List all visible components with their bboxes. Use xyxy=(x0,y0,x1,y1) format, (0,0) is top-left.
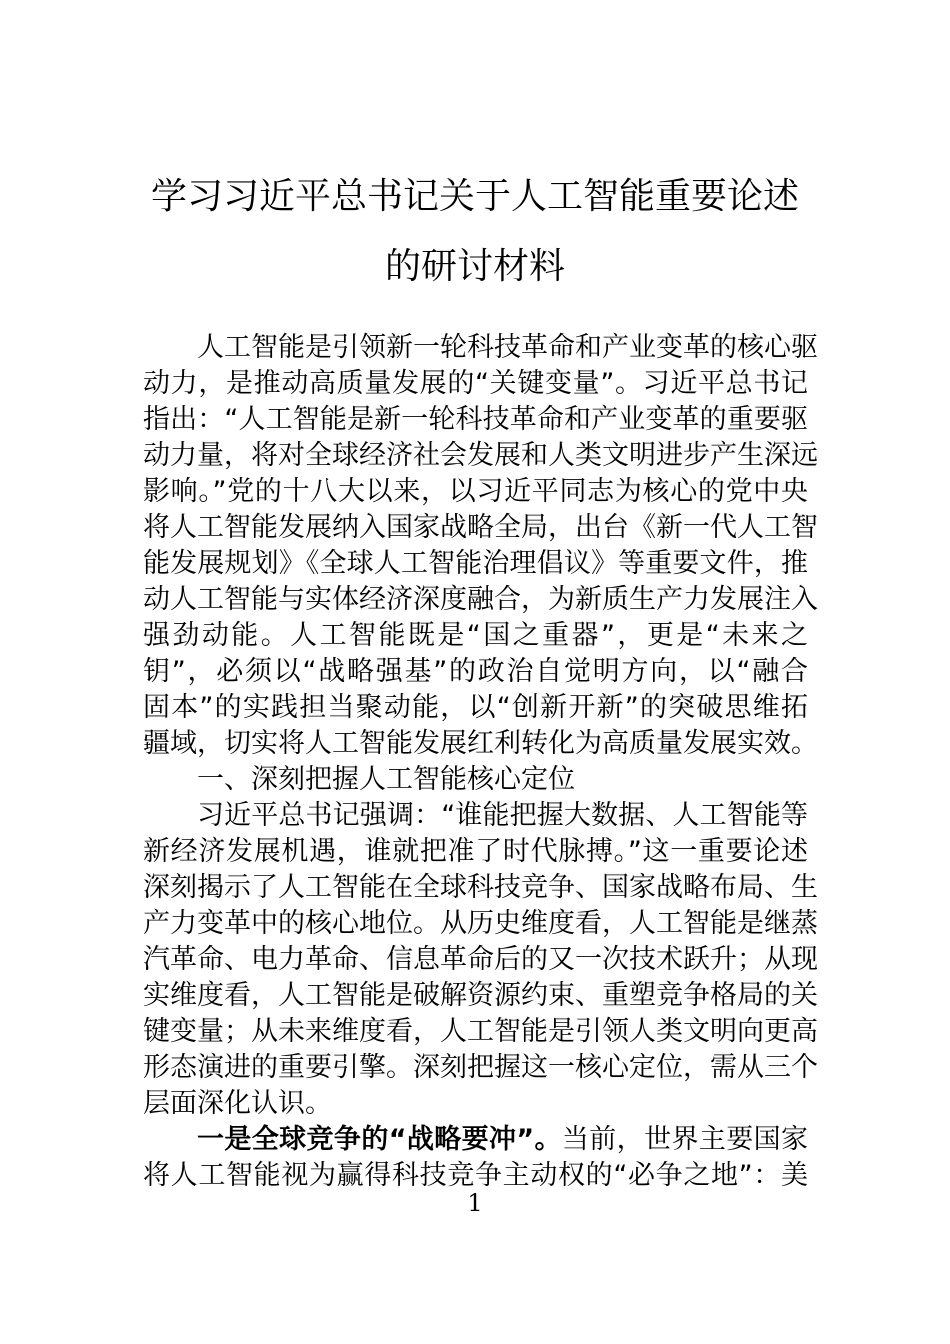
paragraph-2-line: 新经济发展机遇，谁就把准了时代脉搏。”这一重要论述 xyxy=(143,836,808,867)
paragraph-1-line: 动人工智能与实体经济深度融合，为新质生产力发展注入 xyxy=(143,584,818,615)
paragraph-2-line: 键变量；从未来维度看，人工智能是引领人类文明向更高 xyxy=(143,1016,818,1047)
document-body xyxy=(143,330,818,1194)
paragraph-2-line: 习近平总书记强调：“谁能把握大数据、人工智能等 xyxy=(197,800,808,831)
paragraph-1-line: 强劲动能。人工智能既是“国之重器”，更是“未来之 xyxy=(143,620,808,651)
document-title-line-2: 的研讨材料 xyxy=(384,246,565,287)
paragraph-1-line: 指出：“人工智能是新一轮科技革命和产业变革的重要驱 xyxy=(143,404,808,435)
paragraph-2-line: 产力变革中的核心地位。从历史维度看，人工智能是继蒸 xyxy=(143,908,818,939)
paragraph-3-line: 将人工智能视为赢得科技竞争主动权的“必争之地”：美 xyxy=(143,1160,808,1191)
paragraph-1-line: 影响。”党的十八大以来，以习近平同志为核心的党中央 xyxy=(143,476,808,507)
paragraph-2-line: 汽革命、电力革命、信息革命后的又一次技术跃升；从现 xyxy=(143,944,818,975)
page-number: 1 xyxy=(467,1189,483,1217)
paragraph-3-line xyxy=(143,1122,808,1158)
paragraph-1-line: 人工智能是引领新一轮科技革命和产业变革的核心驱 xyxy=(197,332,818,363)
paragraph-1-line: 动力，是推动高质量发展的“关键变量”。习近平总书记 xyxy=(143,368,808,399)
paragraph-3-first-rest: 当前，世界主要国家 xyxy=(561,1124,808,1155)
paragraph-1-line: 疆域，切实将人工智能发展红利转化为高质量发展实效。 xyxy=(143,728,818,759)
paragraph-1-line: 钥”，必须以“战略强基”的政治自觉明方向，以“融合 xyxy=(143,656,808,687)
paragraph-2-line: 深刻揭示了人工智能在全球科技竞争、国家战略布局、生 xyxy=(143,872,818,903)
paragraph-1-line: 将人工智能发展纳入国家战略全局，出台《新一代人工智 xyxy=(143,512,818,543)
paragraph-3-bold-lead: 一是全球竞争的“战略要冲”。 xyxy=(197,1124,562,1155)
paragraph-1-line: 固本”的实践担当聚动能，以“创新开新”的突破思维拓 xyxy=(143,692,808,723)
paragraph-2-line: 形态演进的重要引擎。深刻把握这一核心定位，需从三个 xyxy=(143,1052,818,1083)
paragraph-2-line: 实维度看，人工智能是破解资源约束、重塑竞争格局的关 xyxy=(143,980,818,1011)
section-heading: 一、深刻把握人工智能核心定位 xyxy=(197,764,575,795)
paragraph-2-line: 层面深化认识。 xyxy=(143,1088,332,1119)
document-title-line-1: 学习习近平总书记关于人工智能重要论述 xyxy=(150,176,799,217)
paragraph-1-line: 动力量，将对全球经济社会发展和人类文明进步产生深远 xyxy=(143,440,818,471)
paragraph-1-line: 能发展规划》《全球人工智能治理倡议》等重要文件，推 xyxy=(143,548,808,579)
